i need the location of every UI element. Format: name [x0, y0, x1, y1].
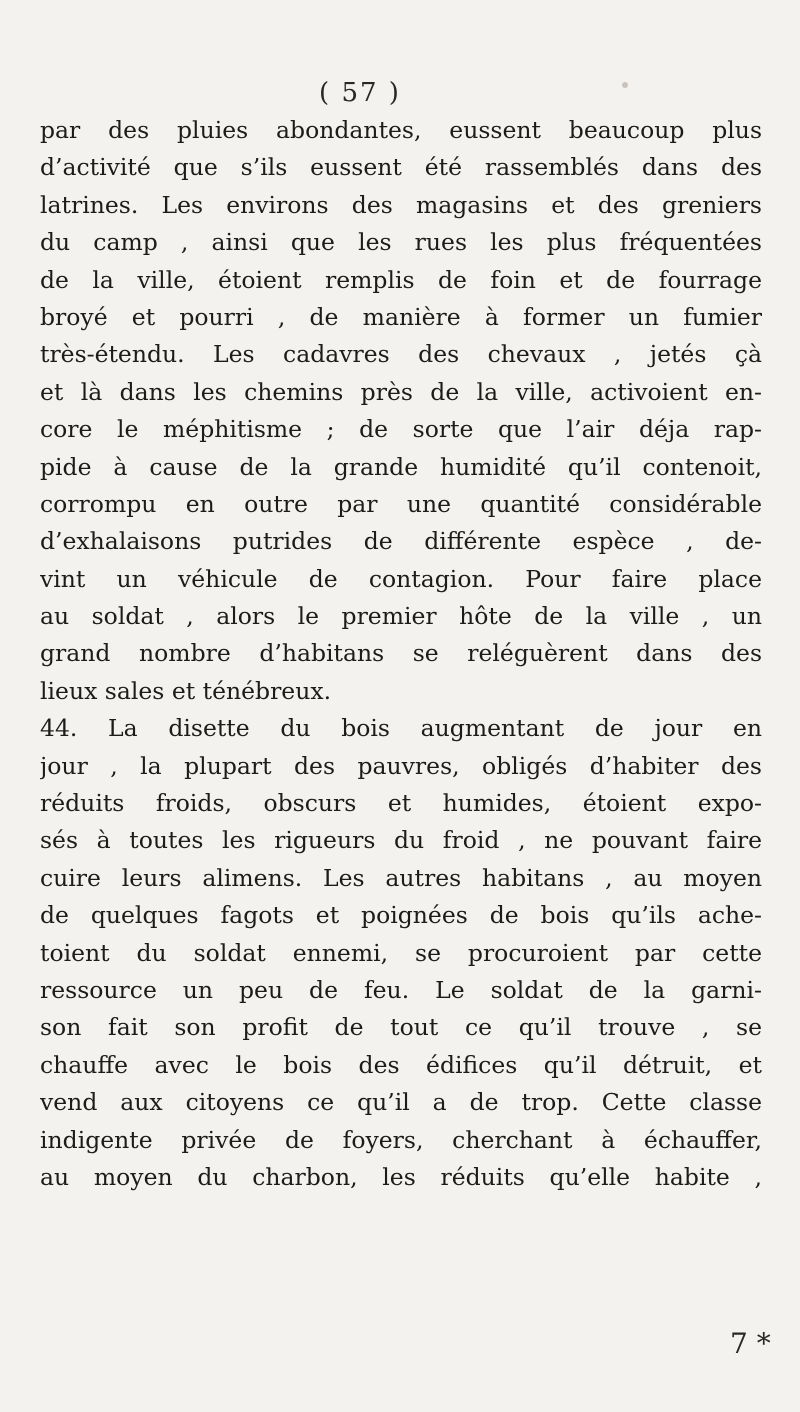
- text-line: lieux sales et ténébreux.: [40, 676, 332, 705]
- text-line: cuire leurs alimens. Les autres habitans , au moyen: [40, 863, 762, 892]
- text-line: réduits froids, obscurs et humides, étoient expo-: [40, 789, 762, 818]
- text-line: 44. La disette du bois augmentant de jour en: [40, 714, 762, 743]
- text-line: au moyen du charbon, les réduits qu’elle habite ,: [40, 1162, 762, 1191]
- text-line: pide à cause de la grande humidité qu’il contenoit,: [40, 452, 762, 481]
- text-line: d’exhalaisons putrides de différente espèce , de-: [40, 527, 762, 556]
- text-line: son fait son profit de tout ce qu’il trouve , se: [40, 1013, 762, 1042]
- text-line: corrompu en outre par une quantité considérable: [40, 489, 762, 518]
- text-line: vend aux citoyens ce qu’il a de trop. Cette classe: [40, 1088, 762, 1117]
- text-line: grand nombre d’habitans se reléguèrent dans des: [40, 639, 762, 668]
- body-text: [40, 112, 762, 1196]
- text-line: vint un véhicule de contagion. Pour faire place: [40, 564, 762, 593]
- paper-speck: [622, 82, 628, 88]
- text-line: par des pluies abondantes, eussent beaucoup plus: [40, 116, 762, 144]
- text-line: et là dans les chemins près de la ville, activoient en-: [40, 377, 762, 406]
- text-line: sés à toutes les rigueurs du froid , ne pouvant faire: [40, 826, 762, 855]
- page-number: ( 57 ): [319, 78, 401, 108]
- text-line: au soldat , alors le premier hôte de la ville , un: [40, 602, 762, 631]
- signature-mark: 7 *: [730, 1327, 771, 1360]
- text-line: ressource un peu de feu. Le soldat de la garni-: [40, 975, 762, 1004]
- text-line: chauffe avec le bois des édifices qu’il détruit, et: [40, 1050, 762, 1079]
- text-line: indigente privée de foyers, cherchant à échauffer,: [40, 1125, 762, 1154]
- text-line: latrines. Les environs des magasins et des greniers: [40, 190, 762, 219]
- text-line: de quelques fagots et poignées de bois qu’ils ache-: [40, 901, 762, 930]
- text-line: toient du soldat ennemi, se procuroient par cette: [40, 938, 762, 967]
- text-line: jour , la plupart des pauvres, obligés d’habiter des: [40, 751, 762, 780]
- text-line: du camp , ainsi que les rues les plus fréquentées: [40, 228, 762, 257]
- text-line: d’activité que s’ils eussent été rassemblés dans des: [40, 153, 762, 182]
- text-line: de la ville, étoient remplis de foin et de fourrage: [40, 265, 762, 294]
- text-line: très-étendu. Les cadavres des chevaux , jetés çà: [40, 340, 762, 369]
- text-line: core le méphitisme ; de sorte que l’air déja rap-: [40, 415, 762, 444]
- text-line: broyé et pourri , de manière à former un fumier: [40, 302, 762, 331]
